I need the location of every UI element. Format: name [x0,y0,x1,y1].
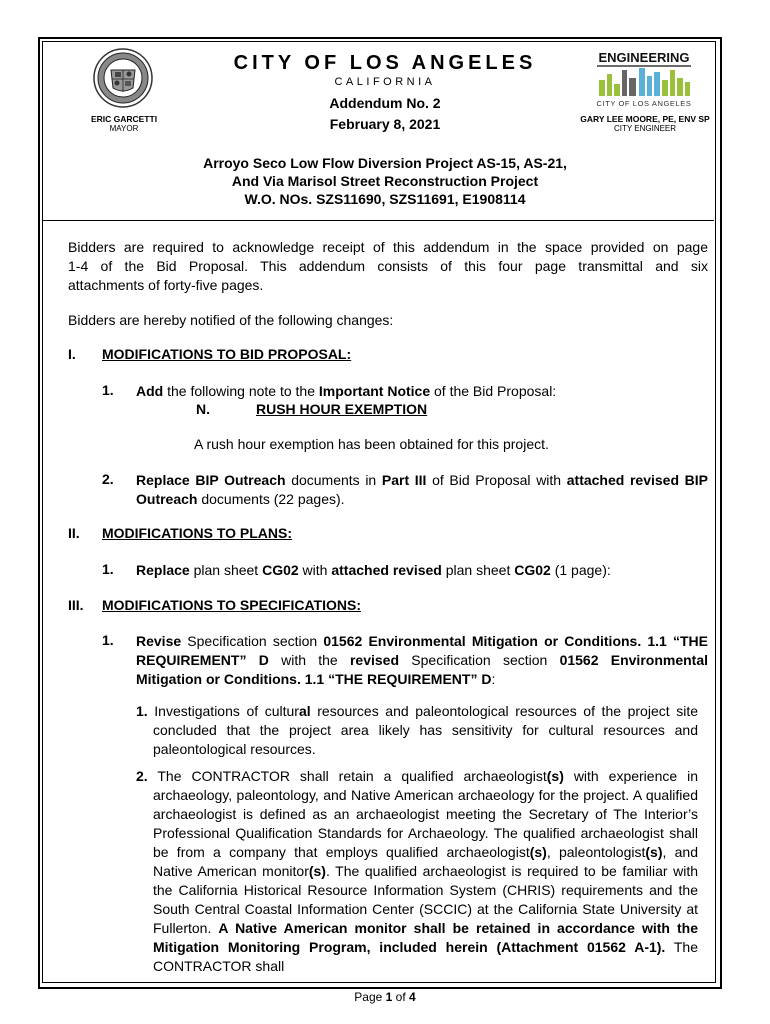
addendum-date: February 8, 2021 [329,116,441,132]
intro-line-1: Bidders are required to acknowledge receipt of this addendum in the space provided on page [68,239,708,255]
intro-line-3: attachments of forty-five pages. [68,277,264,293]
note-text: A rush hour exemption has been obtained for this project. [194,436,549,452]
item-number: 2. [102,471,114,487]
item-text: Add the following note to the Important Notice of the Bid Proposal: [136,383,557,399]
section-numeral: III. [68,597,84,613]
header-divider [42,220,714,221]
specification-paragraph-2: 2. The CONTRACTOR shall retain a qualified archaeologist(s) with experience in archaeology, paleontology, and Native American archaeology for the project. A qualified archaeologist is defined as an archaeologist meeting the Secretary of The Interior’s Professional Qualification Standards for Archaeology. The qualified archaeologist shall be from a company that employs qualified archaeologist(s), paleontologist(s), and Native American monitor(s). The qualified archaeologist is required to be familiar with the California Historical Resource Information System (CHRIS) requirements and the South Central Coastal Information Center (SCCIC) at the California State University at Fullerton. A Native American monitor shall be retained in accordance with the Mitigation Monitoring Program, included herein (Attachment 01562 A-1). The CONTRACTOR shall [136,768,698,974]
eng-logo-word: ENGINEERING [598,50,690,65]
intro-line-2: 1-4 of the Bid Proposal. This addendum consists of this four page transmittal and six [68,258,708,274]
city-seal-icon [93,48,153,108]
engineer-title: CITY ENGINEER [613,124,677,133]
item-number: 1. [102,561,114,577]
section-heading: MODIFICATIONS TO PLANS: [102,525,293,541]
project-title-line-1: Arroyo Seco Low Flow Diversion Project AS-15, AS-21, [203,155,567,171]
engineering-logo [595,50,693,108]
mayor-title: MAYOR [109,124,139,133]
state-name: CALIFORNIA [334,76,436,88]
project-work-orders: W.O. NOs. SZS11690, SZS11691, E1908114 [244,191,526,207]
item-number: 1. [102,382,114,398]
city-title: CITY OF LOS ANGELES [233,52,537,74]
item-text: Revise Specification section 01562 Environmental Mitigation or Conditions. 1.1 “THE REQUIREMENT” D with the revised Specification section 01562 Environmental Mitigation or Conditions. 1.1 “THE REQUIREMENT” D: [136,633,708,687]
section-heading: MODIFICATIONS TO BID PROPOSAL: [102,346,352,362]
engineer-name: GARY LEE MOORE, PE, ENV SP [580,114,710,124]
note-heading: RUSH HOUR EXEMPTION [256,401,428,417]
section-numeral: II. [68,525,80,541]
item-text: Replace BIP Outreach documents in Part III of Bid Proposal with attached revised BIP Outreach documents (22 pages). [136,472,708,507]
note-letter: N. [196,401,210,417]
project-title-line-2: And Via Marisol Street Reconstruction Project [231,173,539,189]
eng-logo-sub: CITY OF LOS ANGELES [596,99,692,108]
intro-notice: Bidders are hereby notified of the following changes: [68,312,394,328]
section-numeral: I. [68,346,76,362]
page-number: Page 1 of 4 [354,990,416,1004]
section-heading: MODIFICATIONS TO SPECIFICATIONS: [102,597,361,613]
item-text: Replace plan sheet CG02 with attached revised plan sheet CG02 (1 page): [136,562,611,578]
specification-paragraph-1: 1. Investigations of cultural resources and paleontological resources of the project site concluded that the project area likely has sensitivity for cultural resources and paleontological resources. [136,703,698,757]
addendum-number: Addendum No. 2 [329,95,441,111]
mayor-name: ERIC GARCETTI [90,114,158,124]
item-number: 1. [102,632,114,648]
